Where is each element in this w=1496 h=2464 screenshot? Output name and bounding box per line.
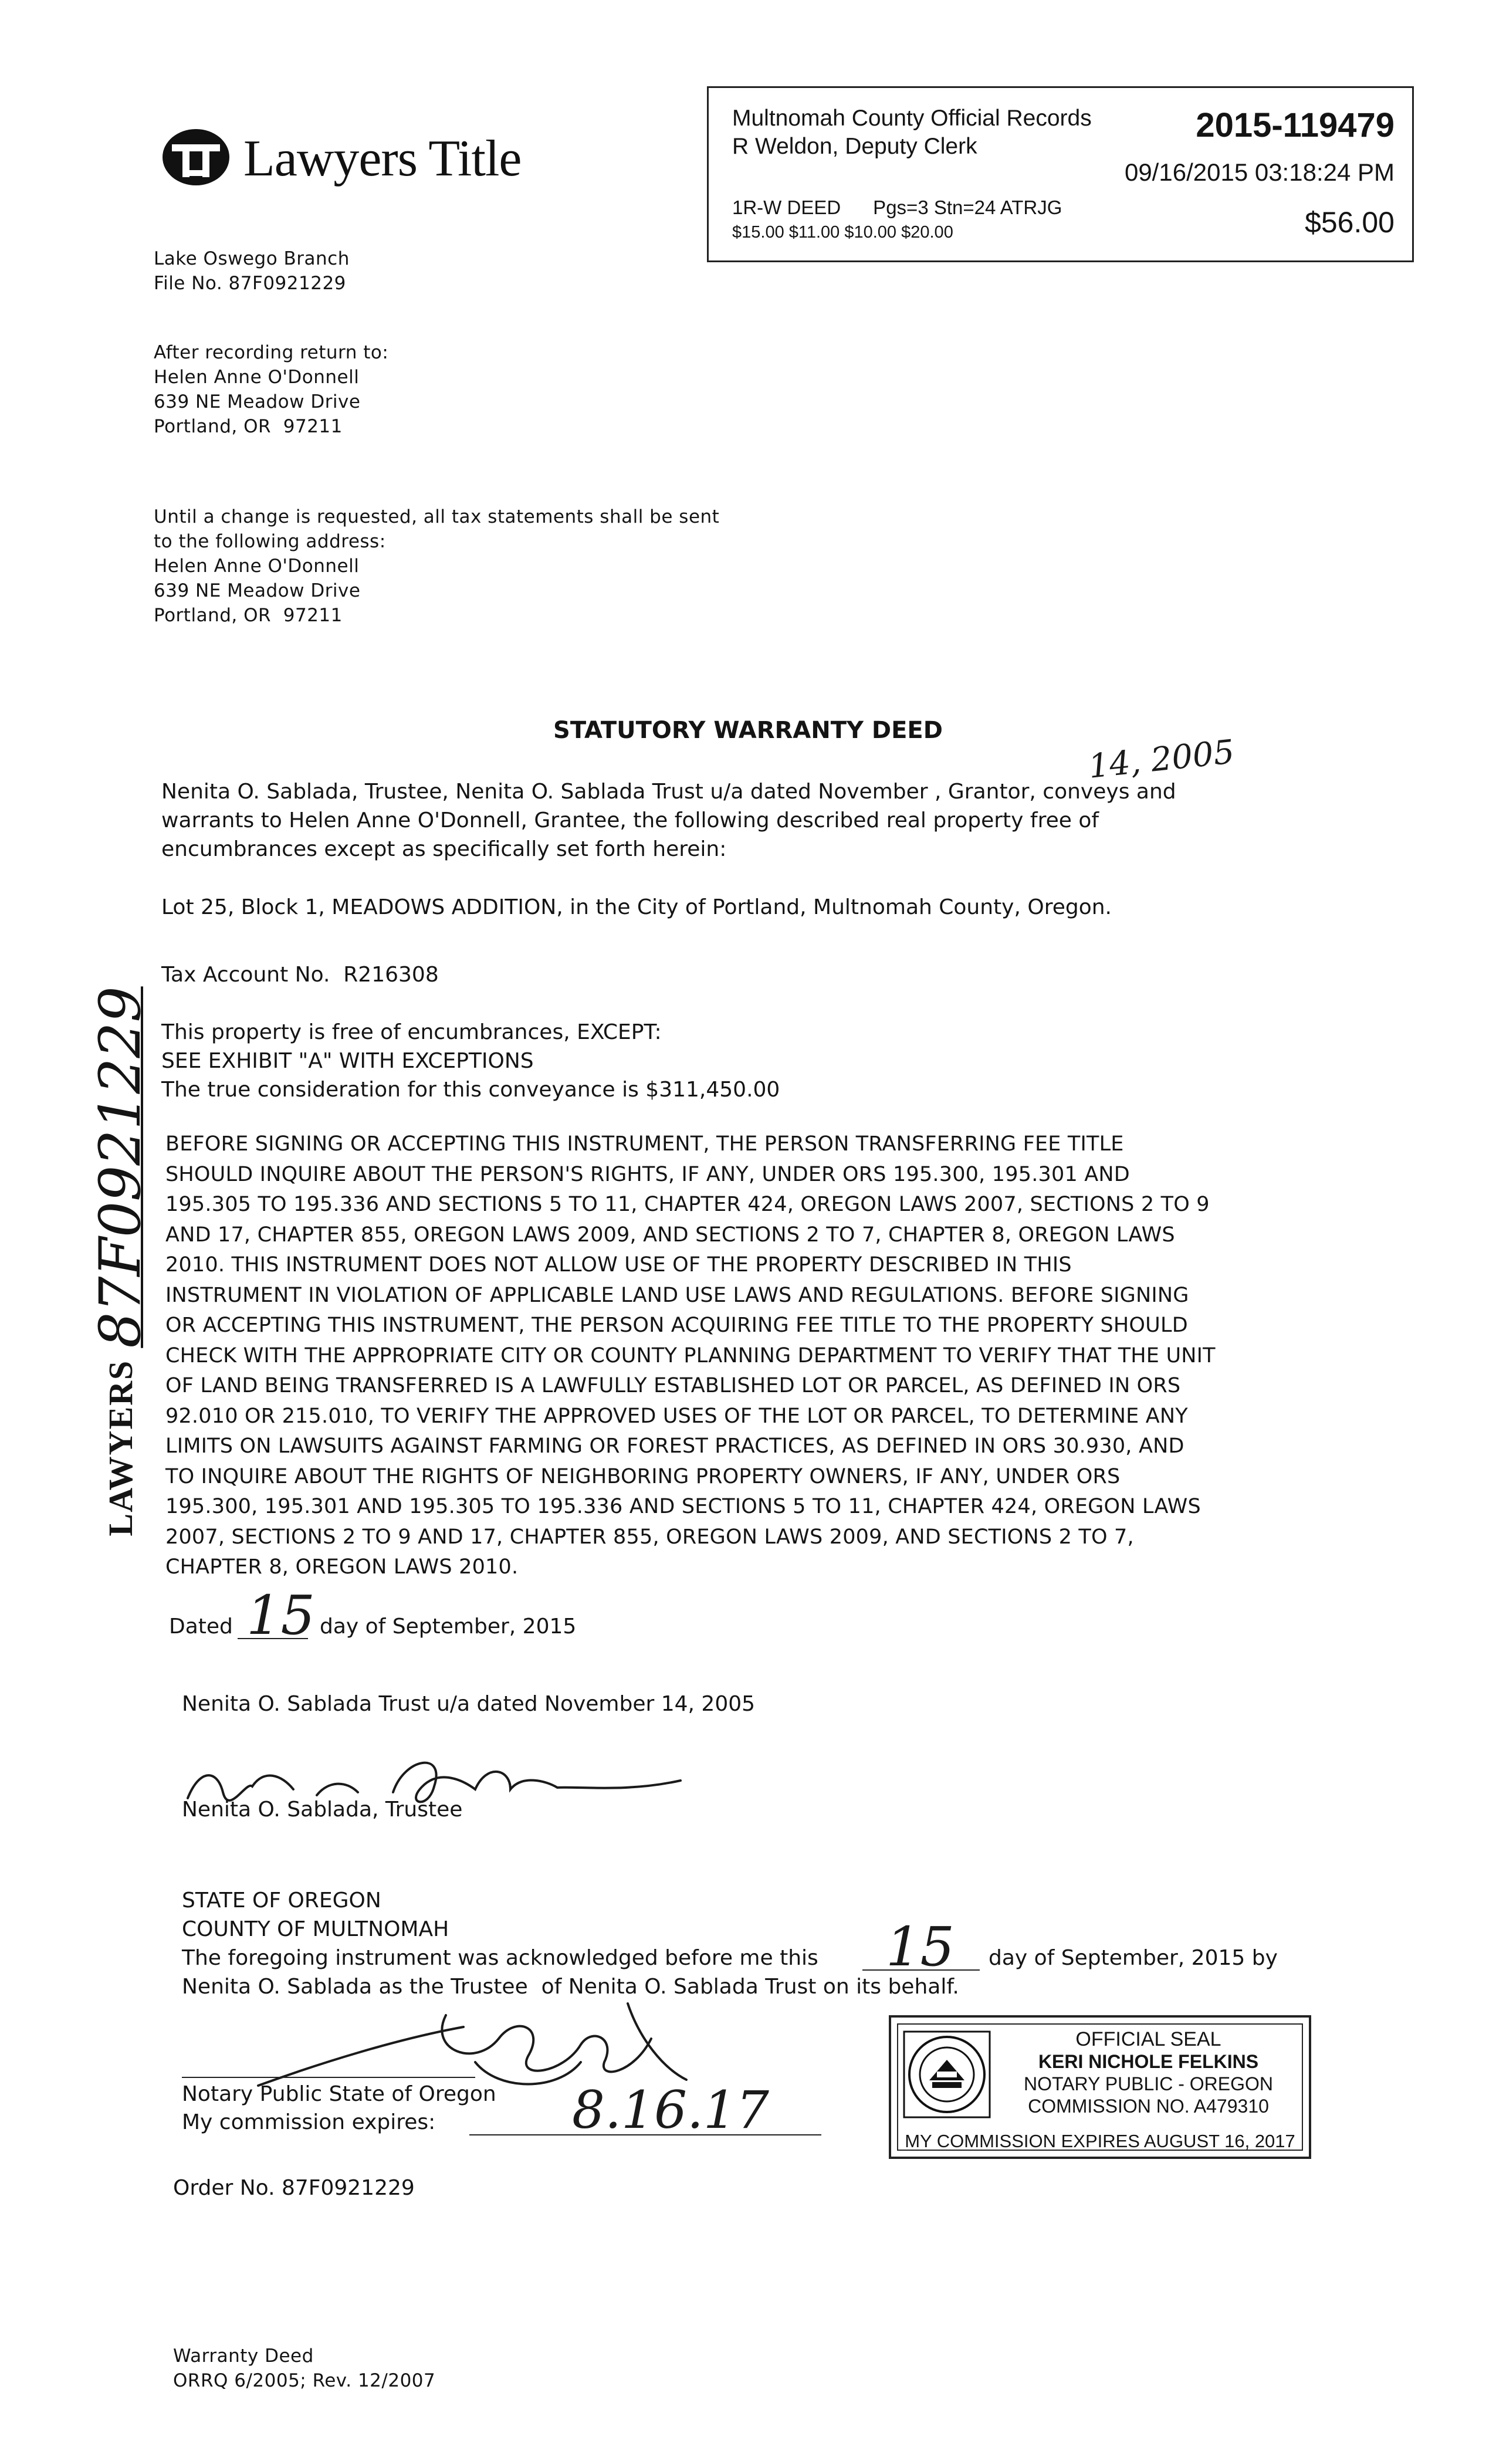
exceptions-line-1: This property is free of encumbrances, EXCEPT: <box>161 1020 662 1044</box>
tax-street: 639 NE Meadow Drive <box>154 580 361 601</box>
seal-notary-name: KERI NICHOLE FELKINS <box>1038 2051 1259 2072</box>
disclaimer-line: CHAPTER 8, OREGON LAWS 2010. <box>165 1555 519 1579</box>
ack-day-handwritten: 15 <box>886 1915 955 1978</box>
disclaimer-line: 195.300, 195.301 AND 195.305 TO 195.336 AND SECTIONS 5 TO 11, CHAPTER 424, OREGON LAWS <box>165 1495 1201 1518</box>
side-stamp-label: LAWYERS <box>101 1359 140 1536</box>
signer-name: Nenita O. Sablada, Trustee <box>182 1798 463 1822</box>
notary-venue <box>182 1886 449 1944</box>
disclaimer-line: LIMITS ON LAWSUITS AGAINST FARMING OR FOREST PRACTICES, AS DEFINED IN ORS 30.930, AND <box>165 1434 1184 1458</box>
company-logo <box>161 117 572 194</box>
side-stamp-file-number: 87F0921229 <box>87 986 153 1348</box>
official-notary-seal <box>889 2015 1311 2159</box>
grantor-line-2: warrants to Helen Anne O'Donnell, Grantee, the following described real property free of <box>161 808 1099 832</box>
tax-address-block <box>154 505 719 628</box>
recording-number: 2015-119479 <box>1196 106 1395 144</box>
grantor-line-3: encumbrances except as specifically set forth herein: <box>161 837 727 861</box>
return-name: Helen Anne O'Donnell <box>154 367 360 388</box>
recording-stamp-box <box>707 86 1414 262</box>
seal-line-3: NOTARY PUBLIC - OREGON <box>1024 2073 1273 2094</box>
exceptions-block <box>161 1018 780 1104</box>
grantor-line-1: Nenita O. Sablada, Trustee, Nenita O. Sablada Trust u/a dated November , Grantor, conveys and <box>161 780 1176 804</box>
consideration-line: The true consideration for this conveyance is $311,450.00 <box>161 1078 780 1102</box>
return-address-block <box>154 340 388 439</box>
logo-text: Lawyers Title <box>243 130 522 187</box>
seal-commission-no: COMMISSION NO. A479310 <box>1028 2096 1269 2117</box>
disclaimer-line: CHECK WITH THE APPROPRIATE CITY OR COUNTY PLANNING DEPARTMENT TO VERIFY THAT THE UNIT <box>165 1343 1216 1368</box>
disclaimer-line: OF LAND BEING TRANSFERRED IS A LAWFULLY ESTABLISHED LOT OR PARCEL, AS DEFINED IN ORS <box>165 1374 1181 1397</box>
dated-prefix: Dated <box>169 1615 233 1639</box>
return-city: Portland, OR 97211 <box>154 416 343 437</box>
legal-description: Lot 25, Block 1, MEADOWS ADDITION, in the City of Portland, Multnomah County, Oregon. <box>161 895 1112 919</box>
grantor-paragraph <box>161 777 1176 864</box>
notary-public-label: Notary Public State of Oregon <box>182 2082 496 2106</box>
notary-state: STATE OF OREGON <box>182 1888 381 1913</box>
ack-line-2: Nenita O. Sablada as the Trustee of Nenita O. Sablada Trust on its behalf. <box>182 1975 959 1999</box>
lawyers-title-logo-icon <box>161 128 231 187</box>
tax-city: Portland, OR 97211 <box>154 605 343 626</box>
disclaimer-line: AND 17, CHAPTER 855, OREGON LAWS 2009, AND SECTIONS 2 TO 7, CHAPTER 8, OREGON LAWS <box>165 1223 1175 1247</box>
tax-name: Helen Anne O'Donnell <box>154 556 360 577</box>
dated-day-handwritten: 15 <box>246 1584 316 1647</box>
tax-heading-1: Until a change is requested, all tax statements shall be sent <box>154 506 720 527</box>
branch-info <box>154 246 350 296</box>
return-heading: After recording return to: <box>154 342 389 363</box>
recording-datetime: 09/16/2015 03:18:24 PM <box>1124 158 1395 186</box>
order-number: Order No. 87F0921229 <box>173 2176 415 2200</box>
disclaimer-line: 92.010 OR 215.010, TO VERIFY THE APPROVED USES OF THE LOT OR PARCEL, TO DETERMINE ANY <box>165 1404 1188 1428</box>
recording-office: Multnomah County Official Records <box>732 106 1092 131</box>
tax-account-number: Tax Account No. R216308 <box>161 963 439 987</box>
recording-fees: $15.00 $11.00 $10.00 $20.00 <box>732 223 953 242</box>
notary-county: COUNTY OF MULTNOMAH <box>182 1917 449 1941</box>
document-title: STATUTORY WARRANTY DEED <box>553 717 943 744</box>
dated-suffix: day of September, 2015 <box>320 1615 577 1639</box>
disclaimer-line: INSTRUMENT IN VIOLATION OF APPLICABLE LAND USE LAWS AND REGULATIONS. BEFORE SIGNING <box>165 1283 1189 1307</box>
handwritten-trust-date: 14, 2005 <box>1087 733 1237 786</box>
form-footer <box>173 2344 435 2393</box>
branch-name: Lake Oswego Branch <box>154 248 350 269</box>
commission-expires-handwritten: 8.16.17 <box>572 2080 769 2140</box>
exceptions-line-2: SEE EXHIBIT "A" WITH EXCEPTIONS <box>161 1049 534 1073</box>
trust-name: Nenita O. Sablada Trust u/a dated November 14, 2005 <box>182 1692 756 1716</box>
disclaimer-line: BEFORE SIGNING OR ACCEPTING THIS INSTRUMENT, THE PERSON TRANSFERRING FEE TITLE <box>165 1132 1124 1156</box>
disclaimer-line: 195.305 TO 195.336 AND SECTIONS 5 TO 11, CHAPTER 424, OREGON LAWS 2007, SECTIONS 2 TO 9 <box>165 1193 1210 1216</box>
file-number: File No. 87F0921229 <box>154 273 346 294</box>
form-code: ORRQ 6/2005; Rev. 12/2007 <box>173 2370 436 2391</box>
ack-suffix: day of September, 2015 by <box>989 1946 1278 1970</box>
recording-total: $56.00 <box>1305 206 1395 239</box>
recording-doc-info: 1R-W DEED Pgs=3 Stn=24 ATRJG <box>732 197 1062 218</box>
form-name: Warranty Deed <box>173 2345 314 2367</box>
seal-commission-expires: MY COMMISSION EXPIRES AUGUST 16, 2017 <box>905 2131 1295 2151</box>
oregon-state-seal-icon <box>903 2030 991 2118</box>
tax-heading-2: to the following address: <box>154 531 386 552</box>
return-street: 639 NE Meadow Drive <box>154 391 361 412</box>
seal-line-1: OFFICIAL SEAL <box>1075 2028 1221 2050</box>
commission-expires-label: My commission expires: <box>182 2110 436 2134</box>
disclaimer-line: OR ACCEPTING THIS INSTRUMENT, THE PERSON ACQUIRING FEE TITLE TO THE PROPERTY SHOULD <box>165 1314 1188 1337</box>
recording-clerk: R Weldon, Deputy Clerk <box>732 134 977 159</box>
disclaimer-line: 2010. THIS INSTRUMENT DOES NOT ALLOW USE OF THE PROPERTY DESCRIBED IN THIS <box>165 1253 1072 1277</box>
ack-prefix: The foregoing instrument was acknowledged before me this <box>182 1946 818 1970</box>
notary-signature-line <box>182 2077 475 2078</box>
disclaimer-line: 2007, SECTIONS 2 TO 9 AND 17, CHAPTER 855, OREGON LAWS 2009, AND SECTIONS 2 TO 7, <box>165 1525 1134 1549</box>
statutory-disclaimer <box>165 1129 1216 1583</box>
disclaimer-line: TO INQUIRE ABOUT THE RIGHTS OF NEIGHBORING PROPERTY OWNERS, IF ANY, UNDER ORS <box>165 1464 1121 1488</box>
side-file-stamp <box>76 986 164 1536</box>
disclaimer-line: SHOULD INQUIRE ABOUT THE PERSON'S RIGHTS, IF ANY, UNDER ORS 195.300, 195.301 AND <box>165 1162 1130 1186</box>
